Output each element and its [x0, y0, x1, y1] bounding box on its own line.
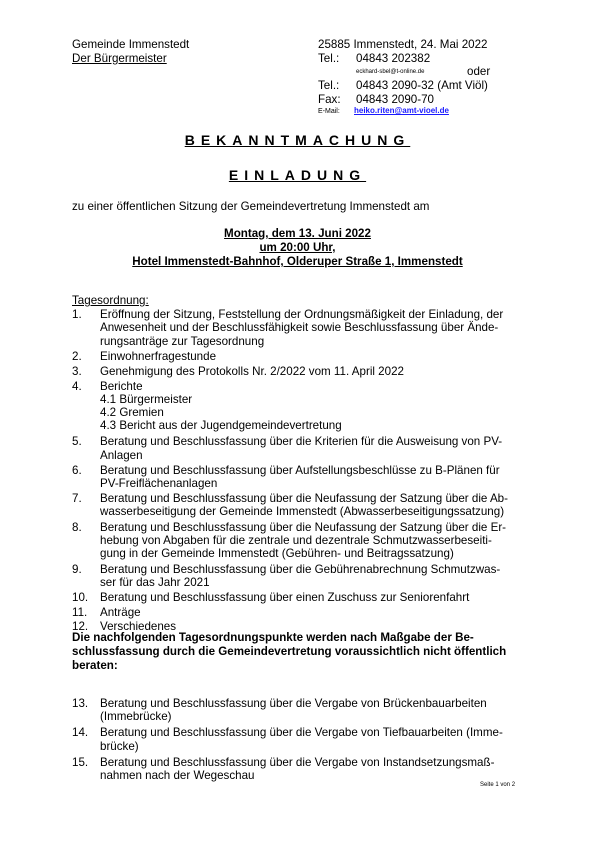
agenda-item-line: 4.2 Gremien	[100, 406, 164, 420]
nonpublic-note	[72, 631, 506, 673]
agenda-item-line: nahmen nach der Wegeschau	[100, 769, 255, 783]
agenda-item-number: 12.	[72, 620, 89, 634]
title-einladung: EINLADUNG	[228, 167, 367, 183]
agenda-item-line: Beratung und Beschlussfassung über die Neufassung der Satzung über die Er-	[100, 520, 507, 534]
meeting-date: Montag, dem 13. Juni 2022	[224, 227, 371, 240]
email-link[interactable]: heiko.riten@amt-vioel.de	[354, 106, 449, 115]
agenda-item-text	[100, 521, 538, 561]
meeting-time: um 20:00 Uhr,	[259, 241, 336, 254]
page-number: Seite 1 von 2	[480, 782, 516, 788]
agenda-item-line: Eröffnung der Sitzung, Feststellung der Ordnungsmäßigkeit der Einladung, der	[100, 308, 504, 321]
title-bekanntmachung: BEKANNTMACHUNG	[184, 132, 411, 148]
agenda-item-line: 4.1 Bürgermeister	[100, 392, 193, 406]
agenda-item-number: 10.	[72, 591, 89, 604]
fax-value: 04843 2090-70	[356, 93, 435, 106]
agenda-item-line: hebung von Abgaben für die zentrale und dezentrale Schmutzwasserbeseiti-	[100, 533, 492, 547]
agenda-item-text	[100, 606, 538, 619]
nonpublic-note-line: beraten:	[72, 659, 118, 672]
agenda-item-line: Beratung und Beschlussfassung über die Vergabe von Brückenbauarbeiten	[100, 697, 487, 710]
agenda-item-number: 1.	[72, 308, 82, 321]
agenda-item-line: 4.3 Bericht aus der Jugendgemeindevertretung	[100, 419, 342, 433]
agenda-item-number: 2.	[72, 350, 82, 364]
agenda-item-line: Genehmigung des Protokolls Nr. 2/2022 vom 11. April 2022	[100, 364, 404, 378]
agenda-item-number: 8.	[72, 520, 82, 534]
agenda-item-number: 11.	[72, 605, 88, 619]
agenda-item-line: Anlagen	[100, 448, 143, 462]
agenda-item-line: wasserbeseitigung der Gemeinde Immenstedt (Abwasserbeseitigungssatzung)	[100, 505, 505, 519]
agenda-item-line: Beratung und Beschlussfassung über die Vergabe von Tiefbauarbeiten (Imme-	[100, 726, 503, 740]
email-small: eckhard-sbel@t-online.de	[356, 69, 425, 75]
tel-value: 04843 202382	[356, 52, 431, 65]
tel-label: Tel.:	[318, 52, 340, 65]
agenda-item-line: Berichte	[100, 379, 143, 393]
agenda-item-line: Einwohnerfragestunde	[100, 350, 217, 364]
agenda-item-number: 3.	[72, 364, 82, 378]
agenda-item-number: 15.	[72, 755, 89, 769]
agenda-item-line: Beratung und Beschlussfassung über Aufstellungsbeschlüsse zu B-Plänen für	[100, 463, 500, 477]
agenda-item-line: rungsanträge zur Tagesordnung	[100, 334, 265, 348]
agenda-item-text	[100, 308, 538, 348]
agenda-item-line: Beratung und Beschlussfassung über die Kriterien für die Ausweisung von PV-	[100, 435, 503, 449]
agenda-item-line: Anträge	[100, 605, 141, 619]
agenda-item-number: 13.	[72, 697, 89, 710]
agenda-item-number: 14.	[72, 726, 89, 740]
municipality-name: Gemeinde Immenstedt	[72, 38, 190, 51]
agenda-item-text	[100, 365, 538, 378]
agenda-item-line: Verschiedenes	[100, 620, 177, 634]
fax-label: Fax:	[318, 93, 341, 106]
agenda-item-number: 4.	[72, 379, 82, 393]
agenda-item-text	[100, 435, 538, 462]
agenda-item-line: Beratung und Beschlussfassung über einen Zuschuss zur Seniorenfahrt	[100, 591, 470, 604]
agenda-item-text	[100, 591, 538, 604]
agenda-item-number: 5.	[72, 435, 82, 449]
agenda-item-line: (Immebrücke)	[100, 710, 172, 724]
agenda-item-line: gung in der Gemeinde Immenstedt (Gebühren- und Beitragssatzung)	[100, 547, 454, 561]
tel2-label: Tel.:	[318, 79, 340, 92]
nonpublic-note-line: schlussfassung durch die Gemeindevertretung voraussichtlich nicht öffentlich	[72, 645, 507, 658]
meeting-location: Hotel Immenstedt-Bahnhof, Olderuper Straße 1, Immenstedt	[132, 255, 463, 268]
agenda-item-line: Beratung und Beschlussfassung über die Vergabe von Instandsetzungsmaß-	[100, 755, 495, 769]
agenda-item-text	[100, 756, 538, 783]
agenda-item-number: 6.	[72, 463, 82, 477]
agenda-item-text	[100, 697, 538, 724]
agenda-item-number: 7.	[72, 492, 82, 506]
tel2-value: 04843 2090-32 (Amt Viöl)	[356, 79, 488, 92]
date-line: 25885 Immenstedt, 24. Mai 2022	[318, 38, 488, 51]
agenda-item-line: ser für das Jahr 2021	[100, 575, 210, 589]
agenda-item-number: 9.	[72, 562, 82, 576]
agenda-title: Tagesordnung:	[72, 294, 149, 307]
office-title: Der Bürgermeister	[72, 52, 167, 65]
agenda-item-text	[100, 726, 538, 753]
agenda-item-line: Anwesenheit und der Beschlussfähigkeit sowie Beschlussfassung über Ände-	[100, 321, 499, 335]
agenda-item-text	[100, 563, 538, 590]
email-label: E-Mail:	[318, 108, 340, 115]
intro-text: zu einer öffentlichen Sitzung der Gemeindevertretung Immenstedt am	[72, 200, 430, 213]
agenda-item-line: Beratung und Beschlussfassung über die Neufassung der Satzung über die Ab-	[100, 492, 508, 506]
agenda-item-text	[100, 464, 538, 491]
nonpublic-note-line: Die nachfolgenden Tagesordnungspunkte werden nach Maßgabe der Be-	[72, 631, 474, 644]
agenda-item-text	[100, 492, 538, 519]
agenda-item-line: PV-Freiflächenanlagen	[100, 476, 218, 490]
agenda-item-text	[100, 380, 538, 433]
agenda-item-text	[100, 350, 538, 363]
agenda-item-line: brücke)	[100, 739, 139, 753]
agenda-item-line: Beratung und Beschlussfassung über die Gebührenabrechnung Schmutzwas-	[100, 562, 501, 576]
oder-text: oder	[467, 65, 491, 78]
